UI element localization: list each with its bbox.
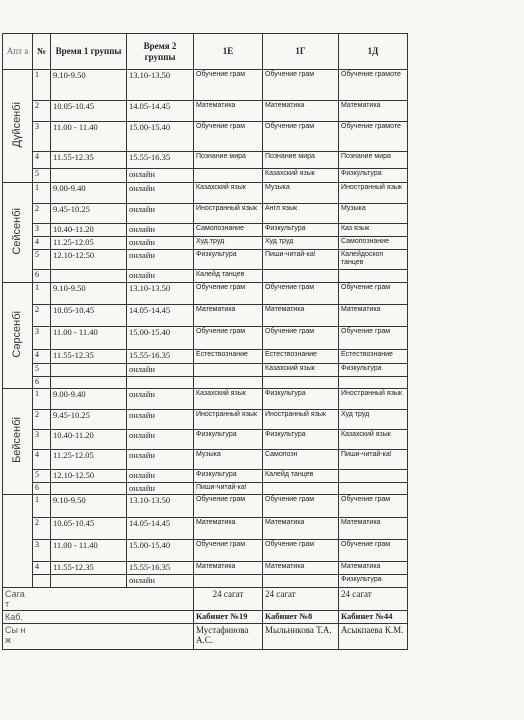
subject-1g [263,575,339,588]
lesson-number: 4 [33,562,51,575]
time-group-1 [51,482,127,495]
time-group-2 [127,376,194,388]
schedule-row [3,152,408,169]
footer-teacher-1e: Мустафинова А.С. [194,623,263,649]
schedule-row [3,224,408,237]
time-group-1: 11.55-12.35 [51,562,127,575]
subject-1g: Казахский язык [263,363,339,376]
lesson-number: 3 [33,540,51,562]
schedule-row [3,101,408,122]
subject-1d: Иностранный язык [339,183,408,204]
lesson-number: 2 [33,204,51,224]
time-group-2: онлайн [127,204,194,224]
subject-1e: Обучение грам [194,122,263,152]
time-group-2: 15.00-15.40 [127,122,194,152]
lesson-number: 2 [33,518,51,540]
schedule-footer [3,587,408,649]
lesson-number: 1 [33,70,51,101]
footer-cabinet-1e: Кабинет №19 [194,610,263,623]
time-group-2: онлайн [127,429,194,449]
schedule-row [3,469,408,482]
time-group-2: 15.00-15.40 [127,540,194,562]
lesson-number: 1 [33,282,51,304]
time-group-1: 11.00 - 11.40 [51,326,127,349]
footer-teacher-label-cell [3,623,194,649]
subject-1d: Музыка [339,204,408,224]
day-cell [3,183,33,283]
lesson-number: 3 [33,429,51,449]
lesson-number: 4 [33,349,51,363]
header-time2: Время 2 группы [127,34,194,70]
schedule-row [3,575,408,588]
header-class-1d: 1Д [339,34,408,70]
subject-1d: Физкультура [339,363,408,376]
subject-1g: Калейд танцев [263,469,339,482]
schedule-row [3,122,408,152]
time-group-2: онлайн [127,469,194,482]
subject-1g: Обучение грам [263,540,339,562]
lesson-number: 2 [33,409,51,429]
time-group-1: 11.55-12.35 [51,349,127,363]
day-cell [3,495,33,588]
schedule-row [3,326,408,349]
subject-1g [263,482,339,495]
subject-1g: Обучение грам [263,70,339,101]
day-name: Дүйсенбі [11,102,24,148]
subject-1d: Обучение грам [339,282,408,304]
footer-cabinet-1g: Кабинет №8 [263,610,339,623]
subject-1e: Пиши-читай-ка! [194,482,263,495]
footer-cabinet-row [3,610,408,623]
subject-1d [339,469,408,482]
subject-1g: Обучение грам [263,495,339,518]
schedule-row [3,169,408,183]
subject-1d: Обучение грам [339,326,408,349]
day-name: Сәрсенбі [11,310,24,358]
schedule-row [3,376,408,388]
subject-1g: Математика [263,304,339,326]
subject-1d: Пиши-читай-ка! [339,449,408,469]
subject-1d: Математика [339,304,408,326]
footer-teacher-label: Сы н ж [5,624,26,645]
time-group-1: 11.25-12.05 [51,449,127,469]
subject-1g: Физкультура [263,429,339,449]
subject-1g: Обучение грам [263,282,339,304]
time-group-1: 9.10-9.50 [51,282,127,304]
schedule-row [3,449,408,469]
footer-cabinet-label-cell [3,610,194,623]
subject-1e: Физкультура [194,250,263,270]
subject-1e [194,376,263,388]
time-group-1 [51,575,127,588]
subject-1d [339,376,408,388]
subject-1e: Математика [194,518,263,540]
lesson-number: 4 [33,152,51,169]
footer-hours-label: Сага т [5,588,25,609]
subject-1e: Физкультура [194,429,263,449]
time-group-2: 14.05-14.45 [127,101,194,122]
lesson-number: 6 [33,482,51,495]
subject-1d: Естествознание [339,349,408,363]
schedule-row [3,250,408,270]
time-group-1 [51,270,127,283]
time-group-1: 12.10-12.50 [51,250,127,270]
time-group-1: 11.00 - 11.40 [51,540,127,562]
subject-1e: Иностранный язык [194,204,263,224]
subject-1d: Физкультура [339,169,408,183]
subject-1d: Иностранный язык [339,388,408,409]
subject-1e: Иностранный язык [194,409,263,429]
subject-1g: Обучение грам [263,326,339,349]
time-group-1: 9.10-9.50 [51,70,127,101]
time-group-1: 9.10-9.50 [51,495,127,518]
subject-1e: Казахский язык [194,183,263,204]
time-group-1: 9.00-9.40 [51,388,127,409]
time-group-1: 10.05-10.45 [51,518,127,540]
schedule-table [2,33,408,650]
lesson-number: 4 [33,237,51,250]
time-group-1: 11.25-12.05 [51,237,127,250]
header-time1: Время 1 группы [51,34,127,70]
schedule-row [3,562,408,575]
header-day: Апт а [3,34,33,70]
header-row [3,34,408,70]
time-group-2: онлайн [127,388,194,409]
lesson-number: 3 [33,122,51,152]
schedule-row [3,349,408,363]
time-group-1: 10.40-11.20 [51,224,127,237]
footer-hours-label-cell [3,587,194,610]
schedule-row [3,495,408,518]
time-group-1: 12.10-12.50 [51,469,127,482]
subject-1e: Музыка [194,449,263,469]
subject-1g [263,376,339,388]
day-cell [3,388,33,495]
day-cell [3,282,33,388]
lesson-number: 2 [33,101,51,122]
time-group-1: 9.45-10.25 [51,204,127,224]
subject-1d: Худ труд [339,409,408,429]
time-group-1: 10.05-10.45 [51,304,127,326]
subject-1e: Математика [194,304,263,326]
subject-1g: Худ труд [263,237,339,250]
subject-1g: Англ язык [263,204,339,224]
time-group-2: онлайн [127,183,194,204]
subject-1e: Калейд танцев [194,270,263,283]
subject-1e: Математика [194,101,263,122]
subject-1d: Калейдоскоп танцев [339,250,408,270]
subject-1e: Обучение грам [194,282,263,304]
schedule-row [3,183,408,204]
subject-1d: Познание мира [339,152,408,169]
footer-teacher-row [3,623,408,649]
subject-1d: Казахский язык [339,429,408,449]
time-group-2: 15.55-16.35 [127,349,194,363]
lesson-number: 5 [33,250,51,270]
lesson-number: 5 [33,169,51,183]
schedule-row [3,270,408,283]
lesson-number: 1 [33,183,51,204]
schedule-row [3,70,408,101]
schedule-row [3,518,408,540]
subject-1e [194,169,263,183]
footer-cabinet-label: Каб. [5,611,23,622]
subject-1e: Физкультура [194,469,263,482]
subject-1e: Обучение грам [194,326,263,349]
time-group-1 [51,363,127,376]
subject-1d: Самопознание [339,237,408,250]
time-group-2: онлайн [127,250,194,270]
time-group-1: 9.00-9.40 [51,183,127,204]
footer-cabinet-1d: Кабинет №44 [339,610,408,623]
day-name: Бейсенбі [11,417,24,464]
subject-1g: Математика [263,101,339,122]
lesson-number: 1 [33,388,51,409]
schedule-row [3,237,408,250]
time-group-2: 15.55-16.35 [127,562,194,575]
time-group-2: 15.00-15.40 [127,326,194,349]
subject-1e: Познание мира [194,152,263,169]
subject-1e: Самопознание [194,224,263,237]
lesson-number: 2 [33,304,51,326]
time-group-2: 13.10-13.50 [127,282,194,304]
footer-hours-1g: 24 сагат [263,587,339,610]
time-group-2: онлайн [127,270,194,283]
footer-teacher-1g: Мыльникова Т.А. [263,623,339,649]
subject-1e [194,575,263,588]
lesson-number: 5 [33,363,51,376]
time-group-1 [51,169,127,183]
day-name: Сейсенбі [11,207,24,255]
subject-1d: Обучение грамоте [339,70,408,101]
time-group-2: онлайн [127,409,194,429]
subject-1g: Познание мира [263,152,339,169]
subject-1g [263,270,339,283]
subject-1g: Математика [263,518,339,540]
schedule-row [3,388,408,409]
schedule-row [3,363,408,376]
subject-1g: Казахский язык [263,169,339,183]
time-group-1: 10.05-10.45 [51,101,127,122]
subject-1d: Каз язык [339,224,408,237]
header-num: № [33,34,51,70]
schedule-row [3,540,408,562]
time-group-1: 11.00 - 11.40 [51,122,127,152]
subject-1d: Математика [339,562,408,575]
lesson-number: 4 [33,449,51,469]
subject-1e: Обучение грам [194,495,263,518]
lesson-number: 5 [33,469,51,482]
lesson-number: 1 [33,495,51,518]
lesson-number: 3 [33,326,51,349]
subject-1g: Физкультура [263,224,339,237]
time-group-1: 11.55-12.35 [51,152,127,169]
schedule-row [3,409,408,429]
subject-1g: Естествознание [263,349,339,363]
schedule-row [3,482,408,495]
subject-1d: Математика [339,518,408,540]
time-group-2: 14.05-14.45 [127,304,194,326]
subject-1d: Обучение грамоте [339,122,408,152]
day-cell [3,70,33,183]
subject-1g: Самопозн [263,449,339,469]
time-group-2: 14.05-14.45 [127,518,194,540]
subject-1d: Математика [339,101,408,122]
time-group-1 [51,376,127,388]
time-group-2: онлайн [127,363,194,376]
time-group-2: 13.10-13.50 [127,495,194,518]
subject-1e: Естествознание [194,349,263,363]
schedule-row [3,282,408,304]
subject-1g: Обучение грам [263,122,339,152]
schedule-row [3,304,408,326]
lesson-number: 3 [33,224,51,237]
lesson-number [33,575,51,588]
footer-teacher-1d: Асыкпаева К.М. [339,623,408,649]
subject-1g: Физкультура [263,388,339,409]
time-group-2: онлайн [127,449,194,469]
subject-1d [339,482,408,495]
subject-1d: Обучение грам [339,540,408,562]
subject-1g: Иностранный язык [263,409,339,429]
time-group-1: 9.45-10.25 [51,409,127,429]
header-class-1e: 1Е [194,34,263,70]
subject-1d: Физкультура [339,575,408,588]
footer-hours-row [3,587,408,610]
footer-hours-1e: 24 сагат [194,587,263,610]
schedule-row [3,204,408,224]
subject-1e [194,363,263,376]
subject-1g: Математика [263,562,339,575]
subject-1e: Обучение грам [194,540,263,562]
subject-1e: Математика [194,562,263,575]
time-group-2: онлайн [127,575,194,588]
time-group-2: онлайн [127,237,194,250]
subject-1d: Обучение грам [339,495,408,518]
subject-1g: Пиши-читай-ка! [263,250,339,270]
schedule-row [3,429,408,449]
subject-1e: Худ.труд [194,237,263,250]
header-class-1g: 1Г [263,34,339,70]
time-group-2: онлайн [127,482,194,495]
time-group-2: 13.10-13.50 [127,70,194,101]
subject-1e: Казахский язык [194,388,263,409]
lesson-number: 6 [33,376,51,388]
subject-1d [339,270,408,283]
time-group-2: 15.55-16.35 [127,152,194,169]
time-group-2: онлайн [127,169,194,183]
footer-hours-1d: 24 сагат [339,587,408,610]
lesson-number: 6 [33,270,51,283]
time-group-2: онлайн [127,224,194,237]
subject-1g: Музыка [263,183,339,204]
time-group-1: 10.40-11.20 [51,429,127,449]
subject-1e: Обучение грам [194,70,263,101]
schedule-body [3,70,408,588]
